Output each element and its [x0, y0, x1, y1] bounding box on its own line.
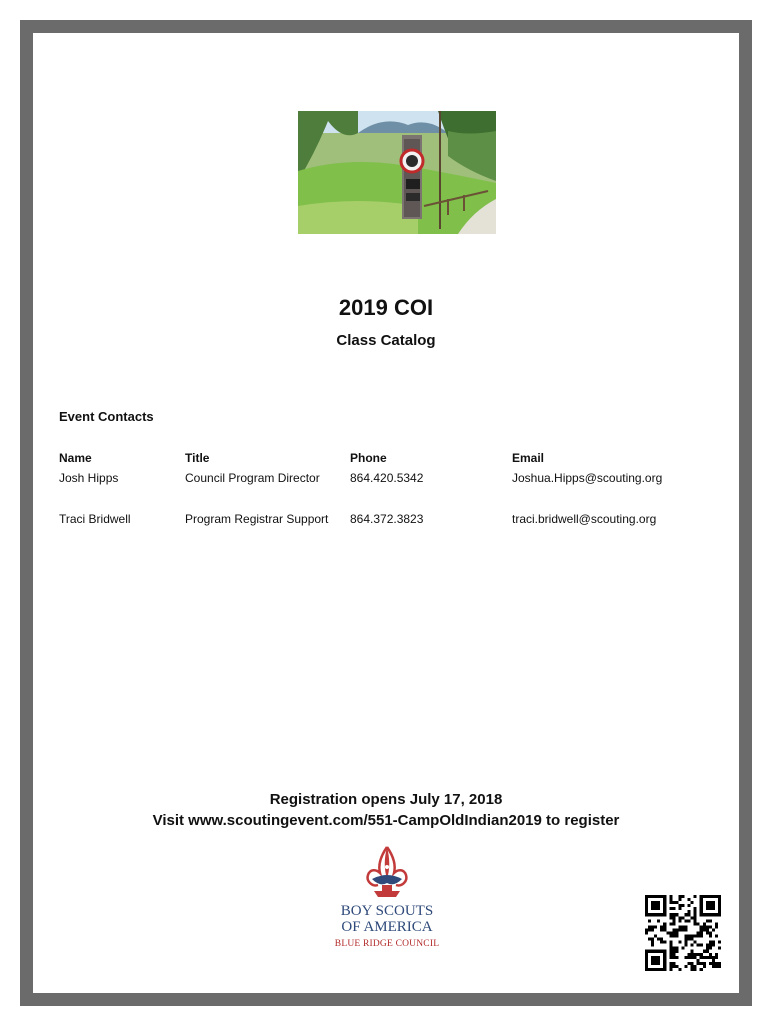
contact-name: Josh Hipps	[59, 471, 119, 485]
table-row	[59, 471, 719, 491]
contacts-table	[59, 451, 719, 532]
contact-phone: 864.420.5342	[350, 471, 424, 485]
bsa-logo-line1: BOY SCOUTS	[340, 903, 434, 919]
contact-title: Program Registrar Support	[185, 512, 329, 526]
registration-opens-text: Registration opens July 17, 2018	[269, 791, 503, 808]
bsa-logo-council: BLUE RIDGE COUNCIL	[334, 939, 440, 949]
bsa-logo-line2: OF AMERICA	[341, 919, 433, 935]
qr-code[interactable]	[645, 895, 721, 971]
event-contacts-heading: Event Contacts	[59, 409, 154, 424]
contact-title: Council Program Director	[185, 471, 320, 485]
column-header-email: Email	[512, 451, 545, 465]
contact-phone: 864.372.3823	[350, 512, 424, 526]
camp-entrance-photo	[298, 111, 496, 234]
contact-email: traci.bridwell@scouting.org	[512, 512, 657, 526]
table-row	[59, 512, 719, 532]
column-header-phone: Phone	[350, 451, 387, 465]
contact-email: Joshua.Hipps@scouting.org	[512, 471, 663, 485]
registration-url-text: Visit www.scoutingevent.com/551-CampOldIndian2019 to register	[152, 812, 620, 829]
column-header-name: Name	[59, 451, 92, 465]
document-page	[33, 33, 739, 993]
page-subtitle: Class Catalog	[336, 332, 436, 349]
fleur-de-lis-icon	[328, 843, 446, 903]
contact-name: Traci Bridwell	[59, 512, 131, 526]
bsa-blue-ridge-logo	[328, 843, 446, 983]
column-header-title: Title	[185, 451, 210, 465]
contacts-header-row	[59, 451, 719, 471]
page-title: 2019 COI	[338, 295, 434, 320]
